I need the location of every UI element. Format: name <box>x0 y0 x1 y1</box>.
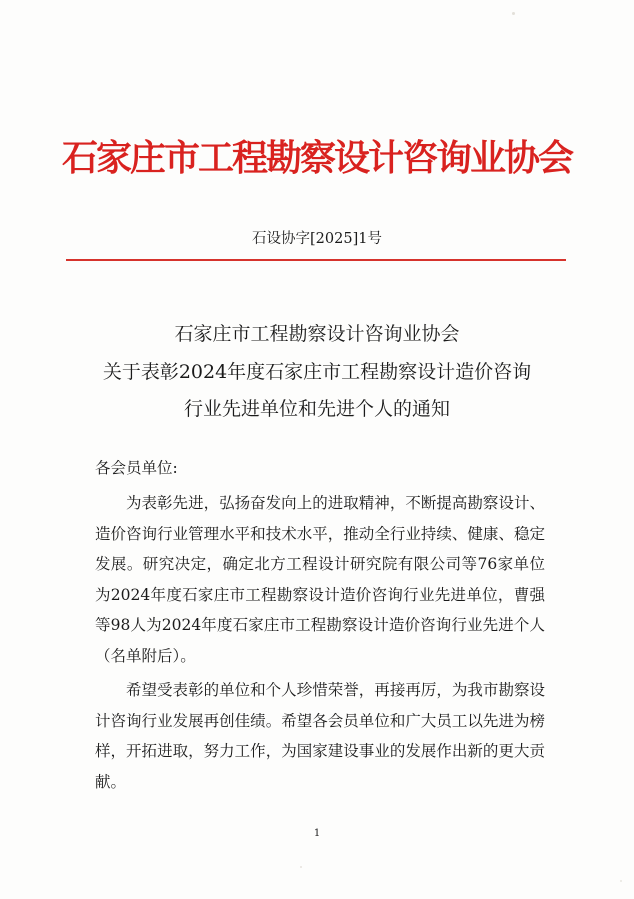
body-paragraph-2: 希望受表彰的单位和个人珍惜荣誉，再接再厉，为我市勘察设计咨询行业发展再创佳绩。希望各会员单位和广大员工以先进为榜样，开拓进取，努力工作，为国家建设事业的发展作出新的更大贡献。 <box>95 681 545 791</box>
salutation: 各会员单位: <box>95 459 178 477</box>
letterhead-organization-name: 石家庄市工程勘察设计咨询业协会 <box>61 137 572 179</box>
notice-title-line-2: 关于表彰2024年度石家庄市工程勘察设计造价咨询 <box>102 361 532 383</box>
notice-title-line-3: 行业先进单位和先进个人的通知 <box>183 398 450 420</box>
notice-title-line-1: 石家庄市工程勘察设计咨询业协会 <box>174 323 460 345</box>
scan-speck <box>512 12 515 15</box>
scan-speck <box>300 866 302 868</box>
page-number: 1 <box>313 828 321 839</box>
scan-speck <box>620 880 622 882</box>
document-number: 石设协字[2025]1号 <box>252 231 382 247</box>
red-divider-line <box>66 259 566 261</box>
body-paragraph-1: 为表彰先进，弘扬奋发向上的进取精神，不断提高勘察设计、造价咨询行业管理水平和技术水平，推动全行业持续、健康、稳定发展。研究决定，确定北方工程设计研究院有限公司等76家单位为2024年度石家庄市工程勘察设计造价咨询行业先进单位，曹强等98人为2024年度石家庄市工程勘察设计造价咨询行业先进个人（名单附后）。 <box>95 494 545 665</box>
